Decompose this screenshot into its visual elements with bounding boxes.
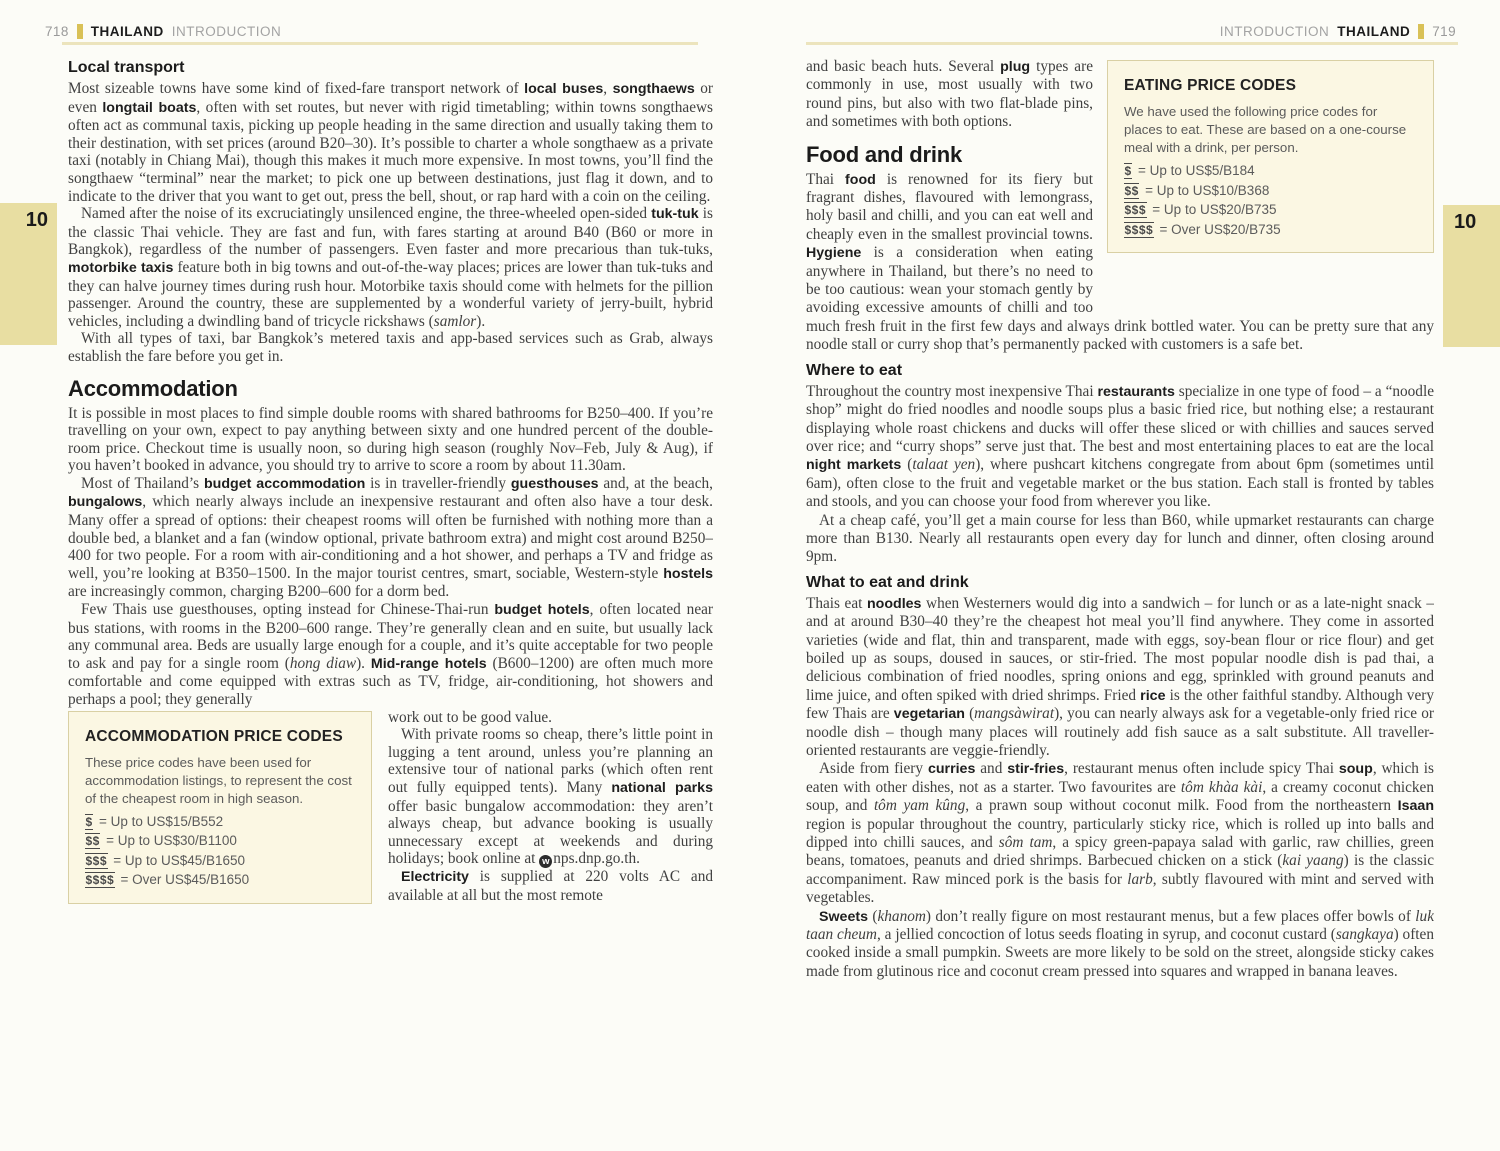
paragraph-local-transport-3: With all types of taxi, bar Bangkok’s metered taxis and app-based services such as Grab, always establish the fare before you get in. [68, 330, 713, 365]
price-code-symbol: $$$ [85, 853, 108, 868]
price-code-symbol: $$ [1124, 183, 1139, 198]
accommodation-price-codes-box [68, 711, 372, 904]
header-rule-left [62, 42, 698, 45]
heading-food-and-drink: Food and drink [806, 141, 963, 167]
heading-where-to-eat: Where to eat [806, 361, 903, 379]
box-title: EATING PRICE CODES [1124, 77, 1297, 94]
price-code-desc: = Over US$45/B1650 [120, 872, 250, 888]
price-code-symbol: $$$$ [1124, 222, 1154, 237]
header-country-right: THAILAND [1337, 24, 1411, 39]
box-title: ACCOMMODATION PRICE CODES [85, 727, 343, 745]
paragraph-what-1: Thais eat noodles when Westerners would dig into a sandwich – for lunch or as a late-night snack – and at around B30–40 they’re the cheapest hot meal you’ll find anywhere. They come in assorted varieties (wide and flat, thin and transparent, made with eggs, soy-bean flour or rice flour) and get boiled up as soups, doused in sauces, or stir-fried. The most popular noodle dish is pad thai, a delicious combination of fried noodles, spring onions and egg, sprinkled with ground peanuts and lime juice, and often spiked with dried shrimps. Fried rice is the other faithful standby. Although very few Thais are vegetarian (mangsàwirat), you can nearly always ask for a vegetable-only fried rice or noodle dish – though many places will routinely add fish sauce as a salt substitute. All traveller-oriented restaurants are veggie-friendly. [806, 594, 1434, 759]
page-left-column [68, 58, 713, 1151]
header-country-left: THAILAND [90, 24, 164, 39]
box-intro: These price codes have been used for accommodation listings, to represent the cost of the cheapest room in high season. [85, 754, 352, 806]
price-code-symbol: $ [1124, 164, 1132, 178]
paragraph-what-3: Sweets (khanom) don’t really figure on most restaurant menus, but a few places offer bowls of luk taan cheum, a jellied concoction of lotus seeds floating in syrup, and coconut custard (sangkaya) often cooked inside a small pumpkin. Sweets are more likely to be sold on the street, alongside sticky cakes made from glutinous rice and coconut cream pressed into squares and wrapped in banana leaves. [806, 907, 1434, 980]
price-code-desc: = Up to US$20/B735 [1152, 202, 1277, 217]
page-right-column [806, 58, 1434, 1151]
price-code-desc: = Up to US$30/B1100 [106, 833, 237, 849]
price-code-line [85, 851, 355, 871]
chapter-tab-left [0, 203, 57, 345]
price-code-desc: = Up to US$10/B368 [1145, 182, 1270, 198]
header-accent-bar-left [77, 24, 83, 39]
price-code-line [1124, 161, 1417, 181]
price-code-line [85, 831, 355, 851]
price-code-desc: = Up to US$15/B552 [98, 813, 224, 829]
paragraph-what-2: Aside from fiery curries and stir-fries, restaurant menus often include spicy Thai soup, which is eaten with other dishes, not as a starter. Two favourites are tôm khàa kài, a creamy coconut chicken soup, and tôm yam kûng, a prawn soup without coconut milk. Food from the northeastern Isaan region is popular throughout the country, particularly sticky rice, which is rolled up into balls and dipped into chilli sauces, and sôm tam, a spicy green-papaya salad with garlic, raw chillies, green beans, tomatoes, peanuts and dried shrimps. Barbecued chicken on a stick (kai yaang) is the classic accompaniment. Raw minced pork is the basis for larb, subtly flavoured with mint and served with vegetables. [806, 760, 1434, 907]
heading-local-transport: Local transport [68, 59, 185, 76]
chapter-tab-right [1443, 205, 1500, 347]
paragraph-where-1: Throughout the country most inexpensive Thai restaurants specialize in one type of food – a “noodle shop” might do fried noodles and noodle soups plus a basic fried rice, but nothing else; a restaurant displaying whole roast chickens and ducks will offer these sliced or with chillies and sauces served over rice; and “curry shops” serve just that. The best and most entertaining places to eat are the local night markets (talaat yen), where pushcart kitchens congregate from about 6pm (sometimes until 6am), often close to the fruit and vegetable market or the bus station. Each stall is fronted by tables and stools, and you can choose your food from wherever you like. [806, 382, 1434, 511]
paragraph-food-1: Thai food is renowned for its fiery but fragrant dishes, flavoured with lemongrass, holy basil and chilli, and you can eat well and cheaply even in the smallest provincial towns. Hygiene is a consideration when eating anywhere in Thailand, but there’s no need to be too cautious: wean your stomach gently by avoiding excessive amounts of chilli and too much fresh fruit in the first few days and always drink bottled water. You can be pretty sure that any noodle stall or curry shop that’s permanently packed with customers is a safe bet. [806, 170, 1434, 354]
price-code-line [1124, 181, 1417, 201]
price-code-symbol: $$ [85, 834, 100, 849]
eating-price-codes-box [1107, 60, 1434, 253]
price-code-symbol: $ [85, 814, 93, 829]
price-code-desc: = Over US$20/B735 [1159, 221, 1281, 237]
price-code-line [85, 812, 355, 832]
heading-what-to-eat: What to eat and drink [806, 573, 969, 591]
price-code-line [85, 870, 355, 890]
page-number-right: 719 [1432, 24, 1456, 39]
paragraph-local-transport-1: Most sizeable towns have some kind of fixed-fare transport network of local buses, songthaews or even longtail boats, often with set routes, but never with rigid timetabling; within towns songthaews often act as communal taxis, picking up people heading in the same direction and usually taking them to their destination, with set prices (around B20–30). It’s possible to charter a whole songthaew as a private taxi (notably in Chiang Mai), though this makes it much more expensive. In most towns, you’ll find the songthaew “terminal” near the market; to pick one up between destinations, just flag it down, and to indicate to the driver that you want to get out, press the bell, shout, or rap hard with a coin on the ceiling. [68, 80, 713, 205]
box-intro: We have used the following price codes for places to eat. These are based on a one-course meal with a drink, per person. [1124, 104, 1407, 155]
header-section-right: INTRODUCTION [1219, 24, 1330, 39]
paragraph-accommodation-1: It is possible in most places to find simple double rooms with shared bathrooms for B250–400. If you’re travelling on your own, expect to pay anything between sixty and one hundred percent of the double-room price. Checkout time is usually noon, so during high season (roughly Nov–Feb, July & Aug), if you haven’t booked in advance, you should try to arrive to score a room by about 11.30am. [68, 404, 713, 475]
price-code-line [1124, 220, 1417, 240]
paragraph-accommodation-4: With private rooms so cheap, there’s little point in lugging a tent around, unless you’re planning an extensive tour of national parks (which often rent out fully equipped tents). Many national parks offer basic bungalow accommodation: they aren’t always cheap, but advance booking is usually unnecessary except at weekends and during holidays; book online at w nps.dnp.go.th. [388, 726, 713, 868]
header-rule-right [806, 42, 1458, 45]
paragraph-accommodation-2: Most of Thailand’s budget accommodation is in traveller-friendly guesthouses and, at the beach, bungalows, which nearly always include an inexpensive restaurant and often also have a tour desk. Many offer a spread of options: their cheapest rooms will often be furnished with nothing more than a double bed, a blanket and a fan (window optional, private bathroom extra) and might cost around B250–400 for two people. For a room with air-conditioning and a hot shower, and perhaps a TV and fridge as well, you’re looking at B350–1500. In the major tourist centres, smart, sociable, Western-style hostels are increasingly common, charging B200–600 for a dorm bed. [68, 474, 713, 601]
chapter-number-right: 10 [1454, 211, 1477, 233]
paragraph-accommodation-3-continued: work out to be good value. [388, 708, 552, 726]
price-code-line [1124, 200, 1417, 220]
paragraph-electricity: Electricity is supplied at 220 volts AC and available at all but the most remote [388, 868, 713, 904]
page-header-right [1220, 24, 1456, 39]
price-code-desc: = Up to US$45/B1650 [113, 852, 246, 868]
paragraph-local-transport-2: Named after the noise of its excruciatingly unsilenced engine, the three-wheeled open-sided tuk-tuk is the classic Thai vehicle. They are fast and fun, with fares starting at around B40 (B60 or more in Bangkok), regardless of the number of passengers. Even faster and more precarious than tuk-tuks, motorbike taxis feature both in big towns and out-of-the-way places; prices are lower than tuk-tuks and they can halve journey times during rush hour. Motorbike taxis should come with helmets for the pillion passenger. Around the country, these are supplemented by a wonderful variety of jerry-built, hybrid vehicles, including a dwindling band of tricycle rickshaws (samlor). [68, 205, 713, 330]
price-code-symbol: $$$$ [85, 873, 115, 888]
page-header-left [45, 24, 281, 39]
heading-accommodation: Accommodation [68, 375, 238, 401]
paragraph-accommodation-3: Few Thais use guesthouses, opting instead for Chinese-Thai-run budget hotels, often located near bus stations, with rooms in the B200–600 range. They’re generally clean and en suite, but usually lack any communal area. Beds are usually large enough for a couple, and it’s quite acceptable for two people to ask and pay for a single room (hong diaw). Mid-range hotels (B600–1200) are often much more comfortable and come equipped with extras such as TV, fridge, air-conditioning, hot showers and perhaps a pool; they generally [68, 601, 713, 708]
website-icon: w [539, 855, 552, 868]
price-code-symbol: $$$ [1124, 203, 1147, 217]
paragraph-where-2: At a cheap café, you’ll get a main course for less than B60, while upmarket restaurants can charge more than B130. Nearly all restaurants open every day for lunch and dinner, often closing around 9pm. [806, 511, 1434, 566]
chapter-number-left: 10 [25, 209, 48, 231]
header-section-left: INTRODUCTION [171, 24, 282, 39]
paragraph-electricity-continued: and basic beach huts. Several plug types are commonly in use, most usually with two round pins, but also with two flat-blade pins, and sometimes with both options. [806, 58, 1093, 131]
price-code-desc: = Up to US$5/B184 [1137, 163, 1255, 178]
page-number-left: 718 [45, 24, 69, 39]
header-accent-bar-right [1418, 24, 1424, 39]
